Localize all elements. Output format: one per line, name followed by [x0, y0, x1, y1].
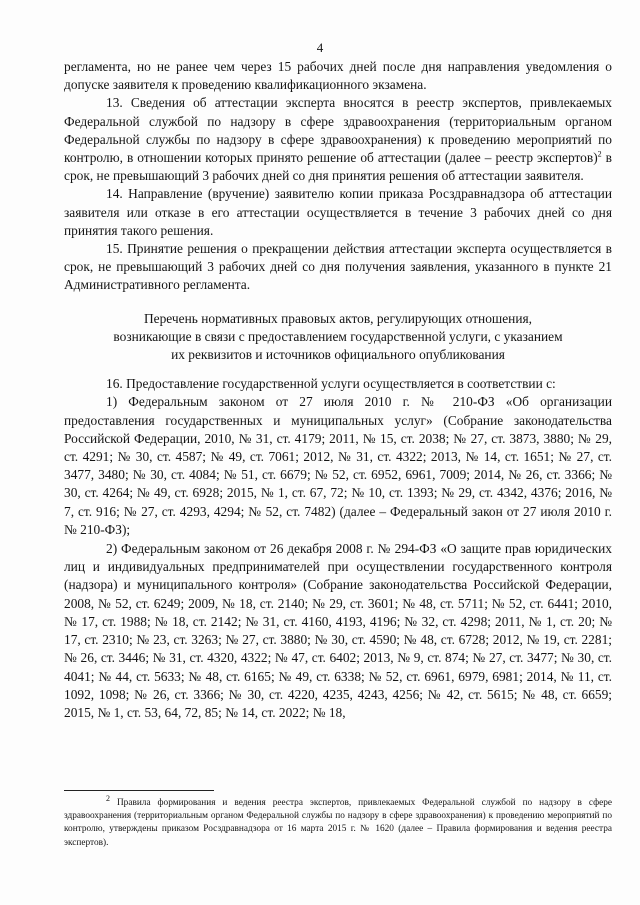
paragraph-13 [64, 94, 612, 185]
page-number: 4 [316, 40, 324, 55]
footnote-reference[interactable]: 2 [597, 149, 602, 159]
footnote-divider [64, 790, 214, 791]
paragraph-15: 15. Принятие решения о прекращении действия аттестации эксперта осуществляется в срок, не превышающий 3 рабочих дней со дня получения заявления, указанного в пункте 21 Административного регламента. [64, 241, 612, 293]
paragraph-14: 14. Направление (вручение) заявителю копии приказа Росздравнадзора об аттестации заявителя или отказе в его аттестации осуществляется в течение 3 рабочих дней со дня принятия такого решения. [64, 186, 612, 238]
footnote-text [64, 793, 612, 850]
section-heading [64, 310, 612, 365]
paragraph-continuation: регламента, но не ранее чем через 15 рабочих дней после дня направления уведомления о допуске заявителя к проведению квалификационного экзамена. [64, 59, 612, 93]
section-heading-line-2: возникающие в связи с предоставлением государственной услуги, с указанием [113, 328, 563, 344]
section-heading-line-1: Перечень нормативных правовых актов, регулирующих отношения, [144, 310, 532, 326]
paragraph-13-text: 13. Сведения об аттестации эксперта вносятся в реестр экспертов, привлекаемых Федеральной службой по надзору в сфере здравоохранения (территориальным органом Федеральной службы по надзору в сфере здравоохранения) к проведению мероприятий по контролю, в отношении которых принято решение об аттестации (далее – реестр экспертов) [64, 95, 612, 166]
section-heading-line-3: их реквизитов и источников официального опубликования [171, 347, 505, 363]
document-body [64, 58, 612, 722]
footnote-body: Правила формирования и ведения реестра экспертов, привлекаемых Федеральной службой по надзору в сфере здравоохранения (территориальным органом Федеральной службы по надзору в сфере здравоохранения) к проведению мероприятий по контролю, утверждены приказом Росздравнадзора от 16 марта 2015 г. № 1620 (далее – Правила формирования и ведения реестра экспертов). [64, 798, 612, 848]
list-item-1: 1) Федеральным законом от 27 июля 2010 г. № 210-ФЗ «Об организации предоставления государственных и муниципальных услуг» (Собрание законодательства Российской Федерации, 2010, № 31, ст. 4179; 2011, № 15, ст. 2038; № 27, ст. 3873, 3880; № 29, ст. 4291; № 30, ст. 4587; № 49, ст. 7061; 2012, № 31, ст. 4322; 2013, № 14, ст. 1651; № 27, ст. 3477, 3480; № 30, ст. 4084; № 51, ст. 6679; № 52, ст. 6952, 6961, 7009; 2014, № 26, ст. 3366; № 30, ст. 4264; № 49, ст. 6928; 2015, № 1, ст. 67, 72; № 10, ст. 1393; № 29, ст. 4342, 4376; 2016, № 7, ст. 916; № 27, ст. 4293, 4294; № 52, ст. 7482) (далее – Федеральный закон от 27 июля 2010 г. № 210-ФЗ); [64, 394, 612, 537]
paragraph-16-intro: 16. Предоставление государственной услуги осуществляется в соответствии с: [106, 376, 556, 392]
list-item-2: 2) Федеральным законом от 26 декабря 2008 г. № 294-ФЗ «О защите прав юридических лиц и индивидуальных предпринимателей при осуществлении государственного контроля (надзора) и муниципального контроля» (Собрание законодательства Российской Федерации, 2008, № 52, ст. 6249; 2009, № 18, ст. 2140; № 29, ст. 3601; № 48, ст. 5711; № 52, ст. 6441; 2010, № 17, ст. 1988; № 18, ст. 2142; № 31, ст. 4160, 4193, 4196; № 32, ст. 4298; 2011, № 1, ст. 20; № 17, ст. 2310; № 23, ст. 3263; № 27, ст. 3880; № 30, ст. 4590; № 48, ст. 6728; 2012, № 19, ст. 2281; № 26, ст. 3446; № 31, ст. 4320, 4322; № 47, ст. 6402; 2013, № 9, ст. 874; № 27, ст. 3477; № 30, ст. 4041; № 44, ст. 5633; № 48, ст. 6165; № 49, ст. 6338; № 52, ст. 6961, 6979, 6981; 2014, № 11, ст. 1092, 1098; № 26, ст. 3366; № 30, ст. 4220, 4235, 4243, 4256; № 42, ст. 5615; № 48, ст. 6659; 2015, № 1, ст. 53, 64, 72, 85; № 14, ст. 2022; № 18, [64, 541, 612, 720]
footnote [64, 793, 612, 850]
footnote-mark: 2 [106, 793, 110, 803]
paragraph-13-tail: в срок, не превышающий 3 рабочих дней со дня принятия решения об аттестации заявителя. [64, 150, 613, 184]
